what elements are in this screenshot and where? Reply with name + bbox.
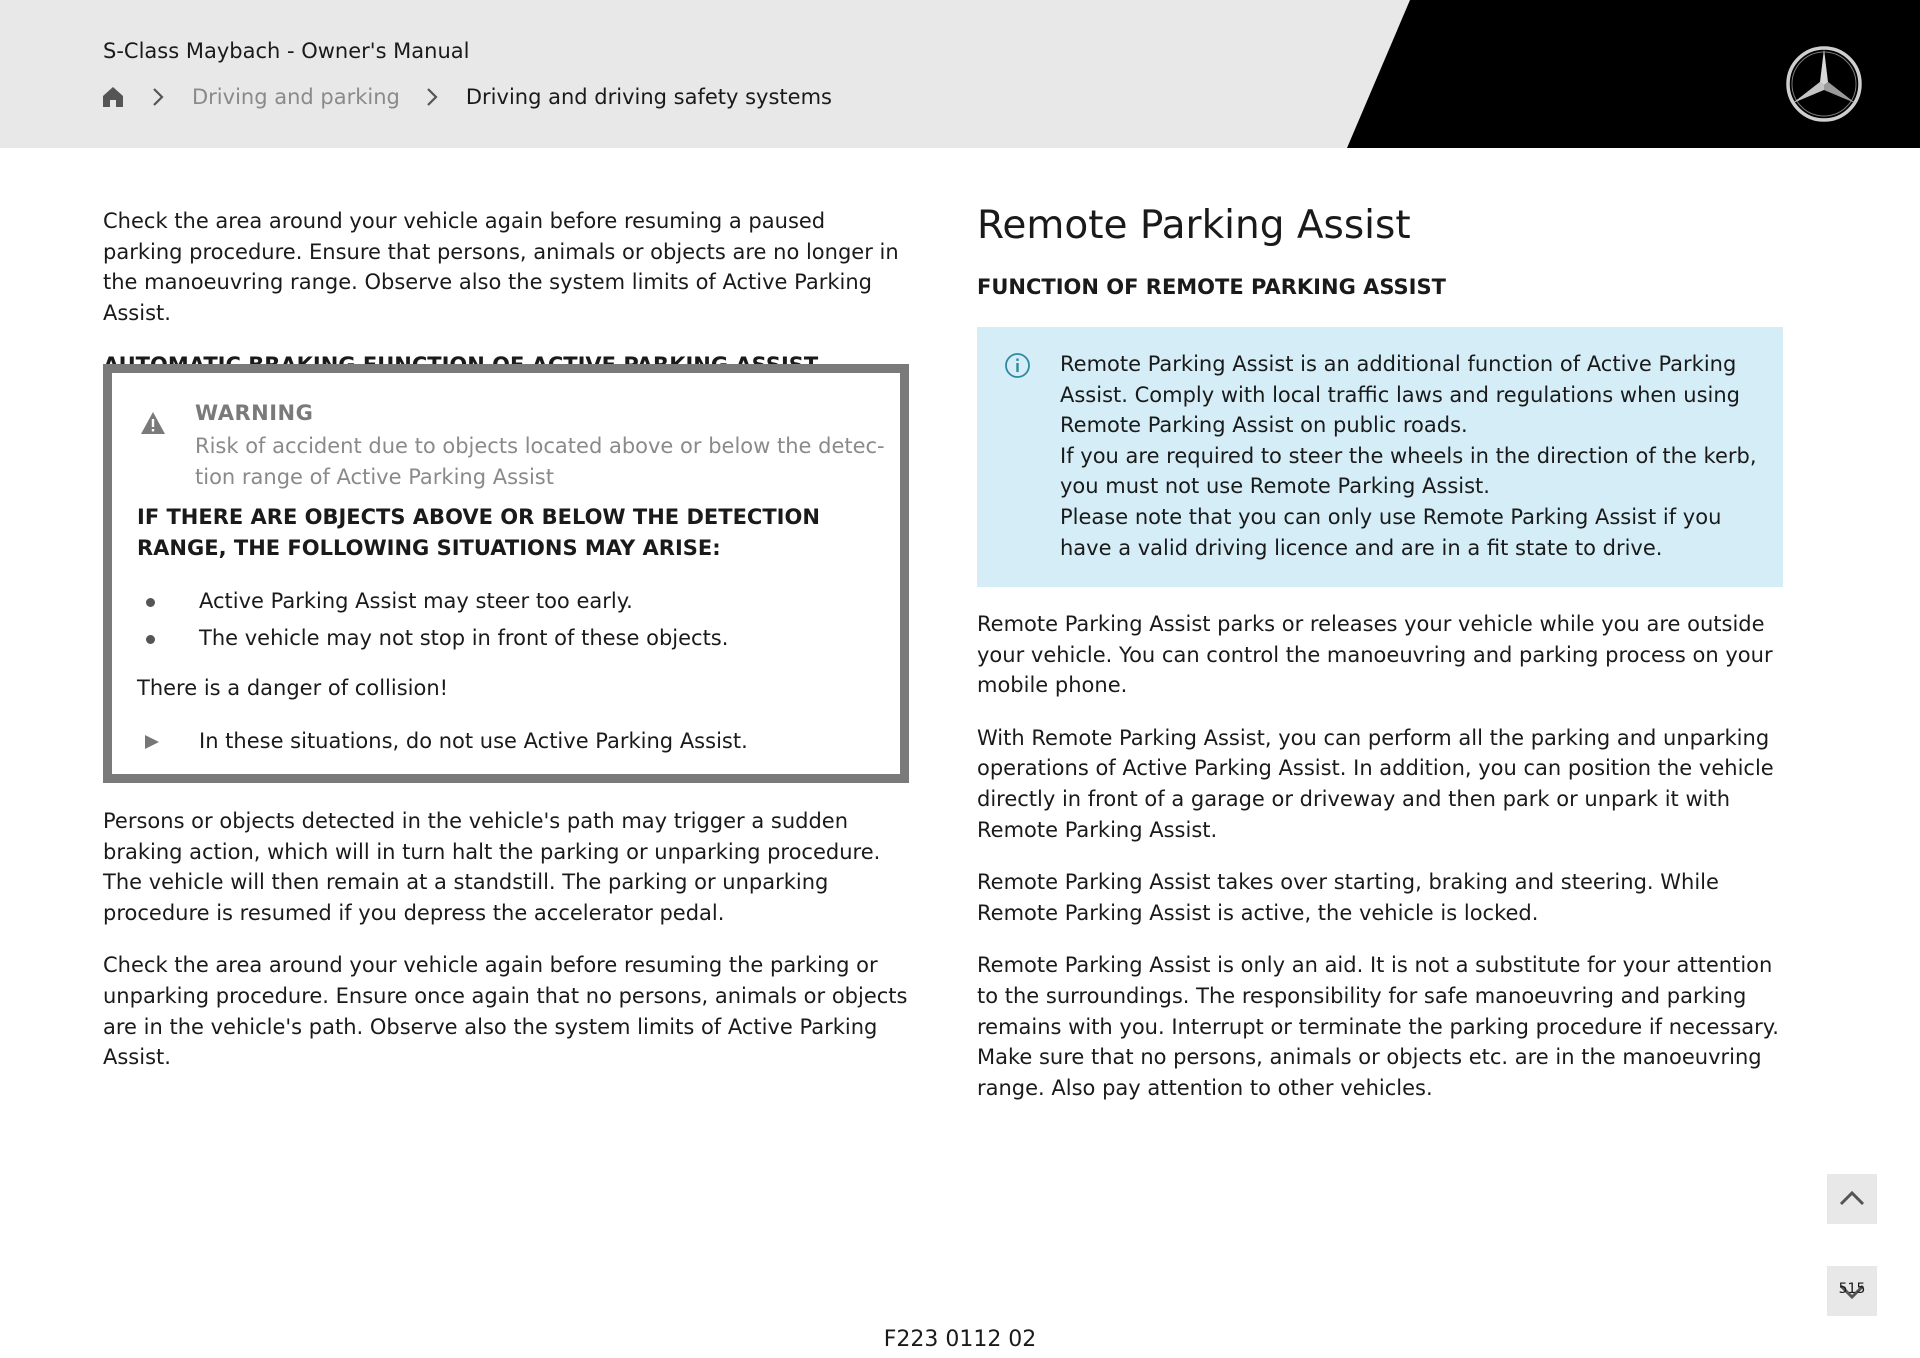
section-title-remote-parking: Remote Parking Assist: [977, 203, 1411, 248]
info-circle-icon: [1004, 352, 1031, 379]
bullet-dot-icon: [146, 598, 155, 607]
paragraph-takes-over: Remote Parking Assist takes over starting, braking and steering. While Remote Parking Assist is active, the vehicle is locked.: [977, 870, 1719, 925]
page-number: 515: [1838, 1281, 1866, 1297]
breadcrumb-link-driving-and-parking[interactable]: Driving and parking: [192, 85, 400, 109]
page-number-button[interactable]: [1827, 1266, 1877, 1316]
bullet-dot-icon: [146, 635, 155, 644]
right-column-body: [977, 609, 1783, 1103]
info-line: Please note that you can only use Remote Parking Assist if you have a valid driving licence and are in a fit state to drive.: [1060, 504, 1722, 560]
footer-code: F223 0112 02: [883, 1327, 1037, 1352]
mercedes-star-logo: [1784, 44, 1864, 124]
warning-action: [137, 726, 748, 756]
left-column-bottom: [103, 806, 909, 1073]
warning-subtitle: Risk of accident due to objects located above or below the detec-tion range of Active Parking Assist: [195, 434, 885, 489]
warning-caps-text: IF THERE ARE OBJECTS ABOVE OR BELOW THE DETECTION RANGE, THE FOLLOWING SITUATIONS MAY ARISE:: [137, 505, 820, 560]
paragraph-operations: With Remote Parking Assist, you can perform all the parking and unparking operations of Active Parking Assist. In addition, you can position the vehicle directly in front of a garage or driveway and then park or unpark it with Remote Parking Assist.: [977, 725, 1774, 842]
section-heading-function: FUNCTION OF REMOTE PARKING ASSIST: [977, 275, 1446, 299]
manual-title: S-Class Maybach - Owner's Manual: [103, 39, 470, 63]
home-icon[interactable]: [100, 84, 126, 110]
breadcrumb-current: Driving and driving safety systems: [465, 85, 832, 109]
page-header: [0, 0, 1920, 148]
info-box: [977, 327, 1783, 587]
info-line: Remote Parking Assist is an additional function of Active Parking Assist. Comply with local traffic laws and regulations when using Remote Parking Assist on public roads.: [1060, 352, 1741, 438]
intro-paragraph: Check the area around your vehicle again before resuming a paused parking procedure. Ensure that persons, animals or objects are no longer in the manoeuvring range. Observe also the system limits of Active Parking Assist.: [103, 209, 899, 325]
right-column: [977, 200, 1783, 302]
paragraph-parks: Remote Parking Assist parks or releases your vehicle while you are outside your vehicle. You can control the manoeuvring and parking process on your mobile phone.: [977, 612, 1773, 698]
info-line: If you are required to steer the wheels in the direction of the kerb, you must not use Remote Parking Assist.: [1060, 443, 1757, 499]
chevron-right-icon: [421, 86, 443, 108]
warning-danger-text: There is a danger of collision!: [137, 676, 449, 700]
warning-title: WARNING: [195, 401, 314, 425]
paragraph-braking: Persons or objects detected in the vehicle's path may trigger a sudden braking action, which will in turn halt the parking or unparking procedure. The vehicle will then remain at a standstill. The parking or unparking procedure is resumed if you depress the accelerator pedal.: [103, 809, 881, 925]
info-text: [1060, 349, 1760, 563]
warning-action-text: In these situations, do not use Active Parking Assist.: [199, 729, 748, 753]
warning-triangle-icon: [140, 411, 166, 435]
left-column: [103, 206, 909, 380]
warning-bullet-list: [137, 583, 728, 657]
bullet-text: The vehicle may not stop in front of these objects.: [199, 626, 729, 650]
paragraph-check-area: Check the area around your vehicle again before resuming the parking or unparking procedure. Ensure once again that no persons, animals or objects are in the vehicle's path. Observe also the system limits of Active Parking Assist.: [103, 953, 908, 1070]
breadcrumb: [100, 82, 832, 112]
chevron-right-icon: [147, 86, 169, 108]
scroll-to-top-button[interactable]: [1827, 1174, 1877, 1224]
chevron-up-icon: [1827, 1174, 1877, 1224]
list-item: [137, 620, 728, 657]
list-item: [137, 583, 728, 620]
paragraph-aid: Remote Parking Assist is only an aid. It is not a substitute for your attention to the surroundings. The responsibility for safe manoeuvring and parking remains with you. Interrupt or terminate the parking procedure if necessary. Make sure that no persons, animals or objects etc. are in the manoeuvring range. Also pay attention to other vehicles.: [977, 953, 1779, 1100]
play-triangle-icon: [144, 733, 160, 751]
warning-box: [103, 364, 909, 783]
bullet-text: Active Parking Assist may steer too early.: [199, 589, 633, 613]
